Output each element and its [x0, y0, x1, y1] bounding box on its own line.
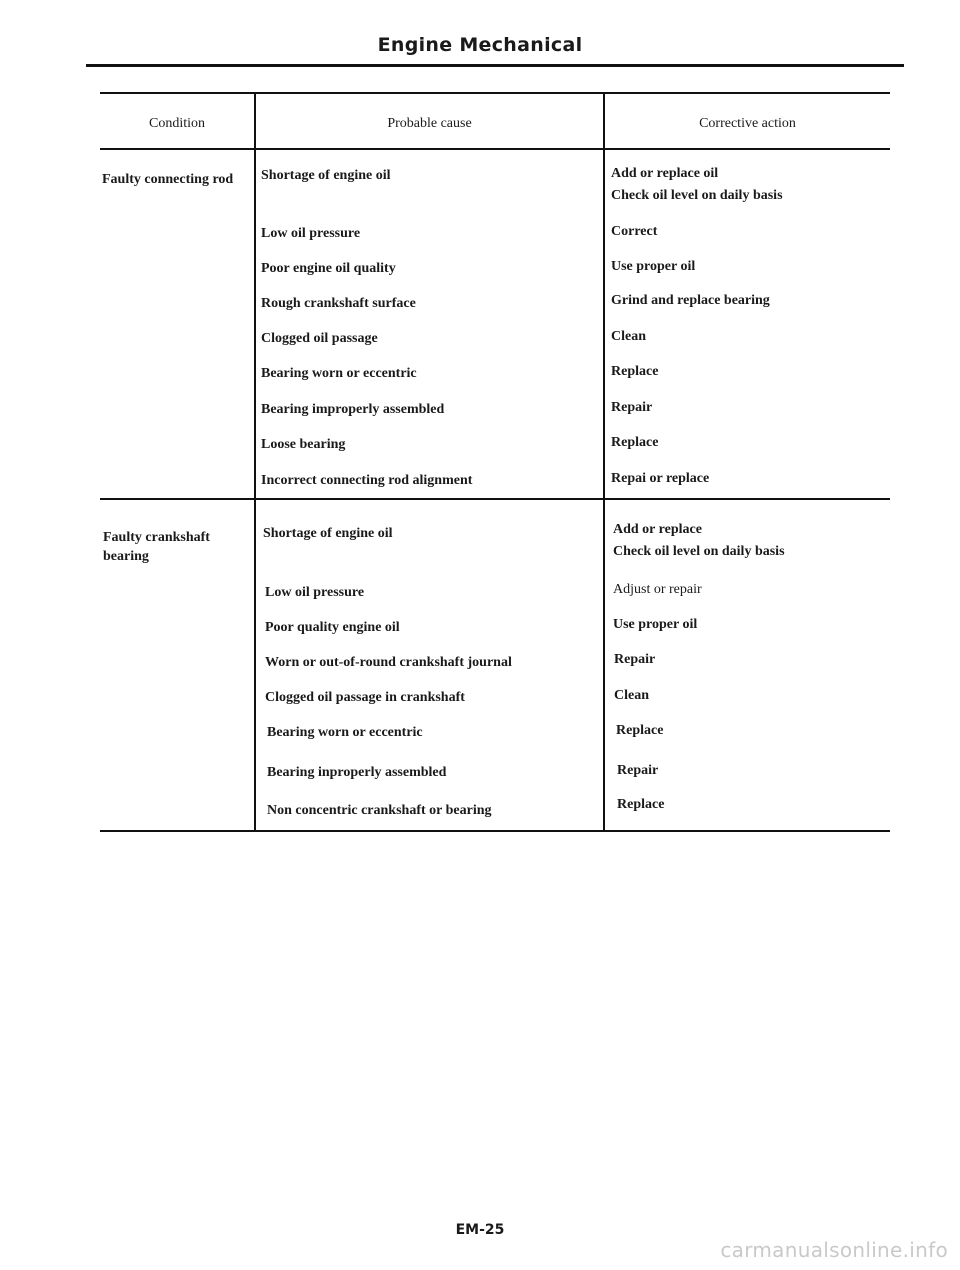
cause-cell: Clogged oil passage in crankshaft: [265, 690, 465, 705]
cause-cell: Worn or out-of-round crankshaft journal: [265, 655, 512, 670]
cause-cell: Poor quality engine oil: [265, 620, 400, 635]
action-cell: Use proper oil: [613, 617, 698, 632]
action-cell: Grind and replace bearing: [611, 293, 770, 308]
cause-cell: Clogged oil passage: [261, 331, 378, 346]
section-rule-action: [605, 498, 890, 500]
header-underline-cause: [256, 148, 603, 150]
cause-cell: Bearing worn or eccentric: [261, 366, 417, 381]
action-cell: Use proper oil: [611, 259, 696, 274]
action-cell: Add or replace oil: [611, 166, 719, 181]
watermark: carmanualsonline.info: [720, 1238, 948, 1262]
column-header-cause: Probable cause: [387, 116, 472, 131]
page-number: EM-25: [455, 1222, 505, 1238]
cause-cell: Shortage of engine oil: [263, 526, 393, 541]
action-cell: Replace: [617, 797, 665, 812]
cause-cell: Loose bearing: [261, 437, 346, 452]
column-separator-right: [603, 92, 605, 832]
action-cell: Replace: [611, 435, 659, 450]
action-cell: Clean: [611, 329, 646, 344]
column-header-action: Corrective action: [699, 116, 796, 131]
action-cell: Adjust or repair: [613, 582, 702, 597]
cause-cell: Bearing improperly assembled: [261, 402, 445, 417]
cause-cell: Poor engine oil quality: [261, 261, 396, 276]
action-cell: Clean: [614, 688, 649, 703]
bottom-rule-cause: [256, 830, 603, 832]
action-cell: Replace: [611, 364, 659, 379]
section-rule-condition: [100, 498, 254, 500]
cause-cell: Non concentric crankshaft or bearing: [267, 803, 492, 818]
action-cell: Add or replace: [613, 522, 702, 537]
action-cell: Repair: [614, 652, 656, 667]
table-top-rule: [100, 92, 890, 94]
action-cell-secondary: Check oil level on daily basis: [613, 544, 785, 559]
page-header: Engine Mechanical: [377, 34, 583, 56]
cause-cell: Low oil pressure: [265, 585, 365, 600]
column-header-condition: Condition: [148, 116, 205, 131]
action-cell-secondary: Check oil level on daily basis: [611, 188, 783, 203]
column-separator-left: [254, 92, 256, 832]
header-rule: [86, 64, 904, 67]
header-underline-condition: [100, 148, 254, 150]
action-cell: Repai or replace: [611, 471, 710, 486]
header-underline-action: [605, 148, 890, 150]
cause-cell: Bearing inproperly assembled: [267, 765, 447, 780]
action-cell: Replace: [616, 723, 664, 738]
cause-cell: Bearing worn or eccentric: [267, 725, 423, 740]
cause-cell: Rough crankshaft surface: [261, 296, 416, 311]
action-cell: Repair: [611, 400, 653, 415]
action-cell: Repair: [617, 763, 659, 778]
action-cell: Correct: [611, 224, 658, 239]
cause-cell: Incorrect connecting rod alignment: [261, 473, 473, 488]
bottom-rule-action: [605, 830, 890, 832]
cause-cell: Shortage of engine oil: [261, 168, 391, 183]
condition-cell: Faulty crankshaft bearing: [103, 530, 210, 564]
bottom-rule-condition: [100, 830, 254, 832]
cause-cell: Low oil pressure: [261, 226, 361, 241]
condition-cell: Faulty connecting rod: [102, 172, 234, 187]
section-rule-cause: [256, 498, 603, 500]
